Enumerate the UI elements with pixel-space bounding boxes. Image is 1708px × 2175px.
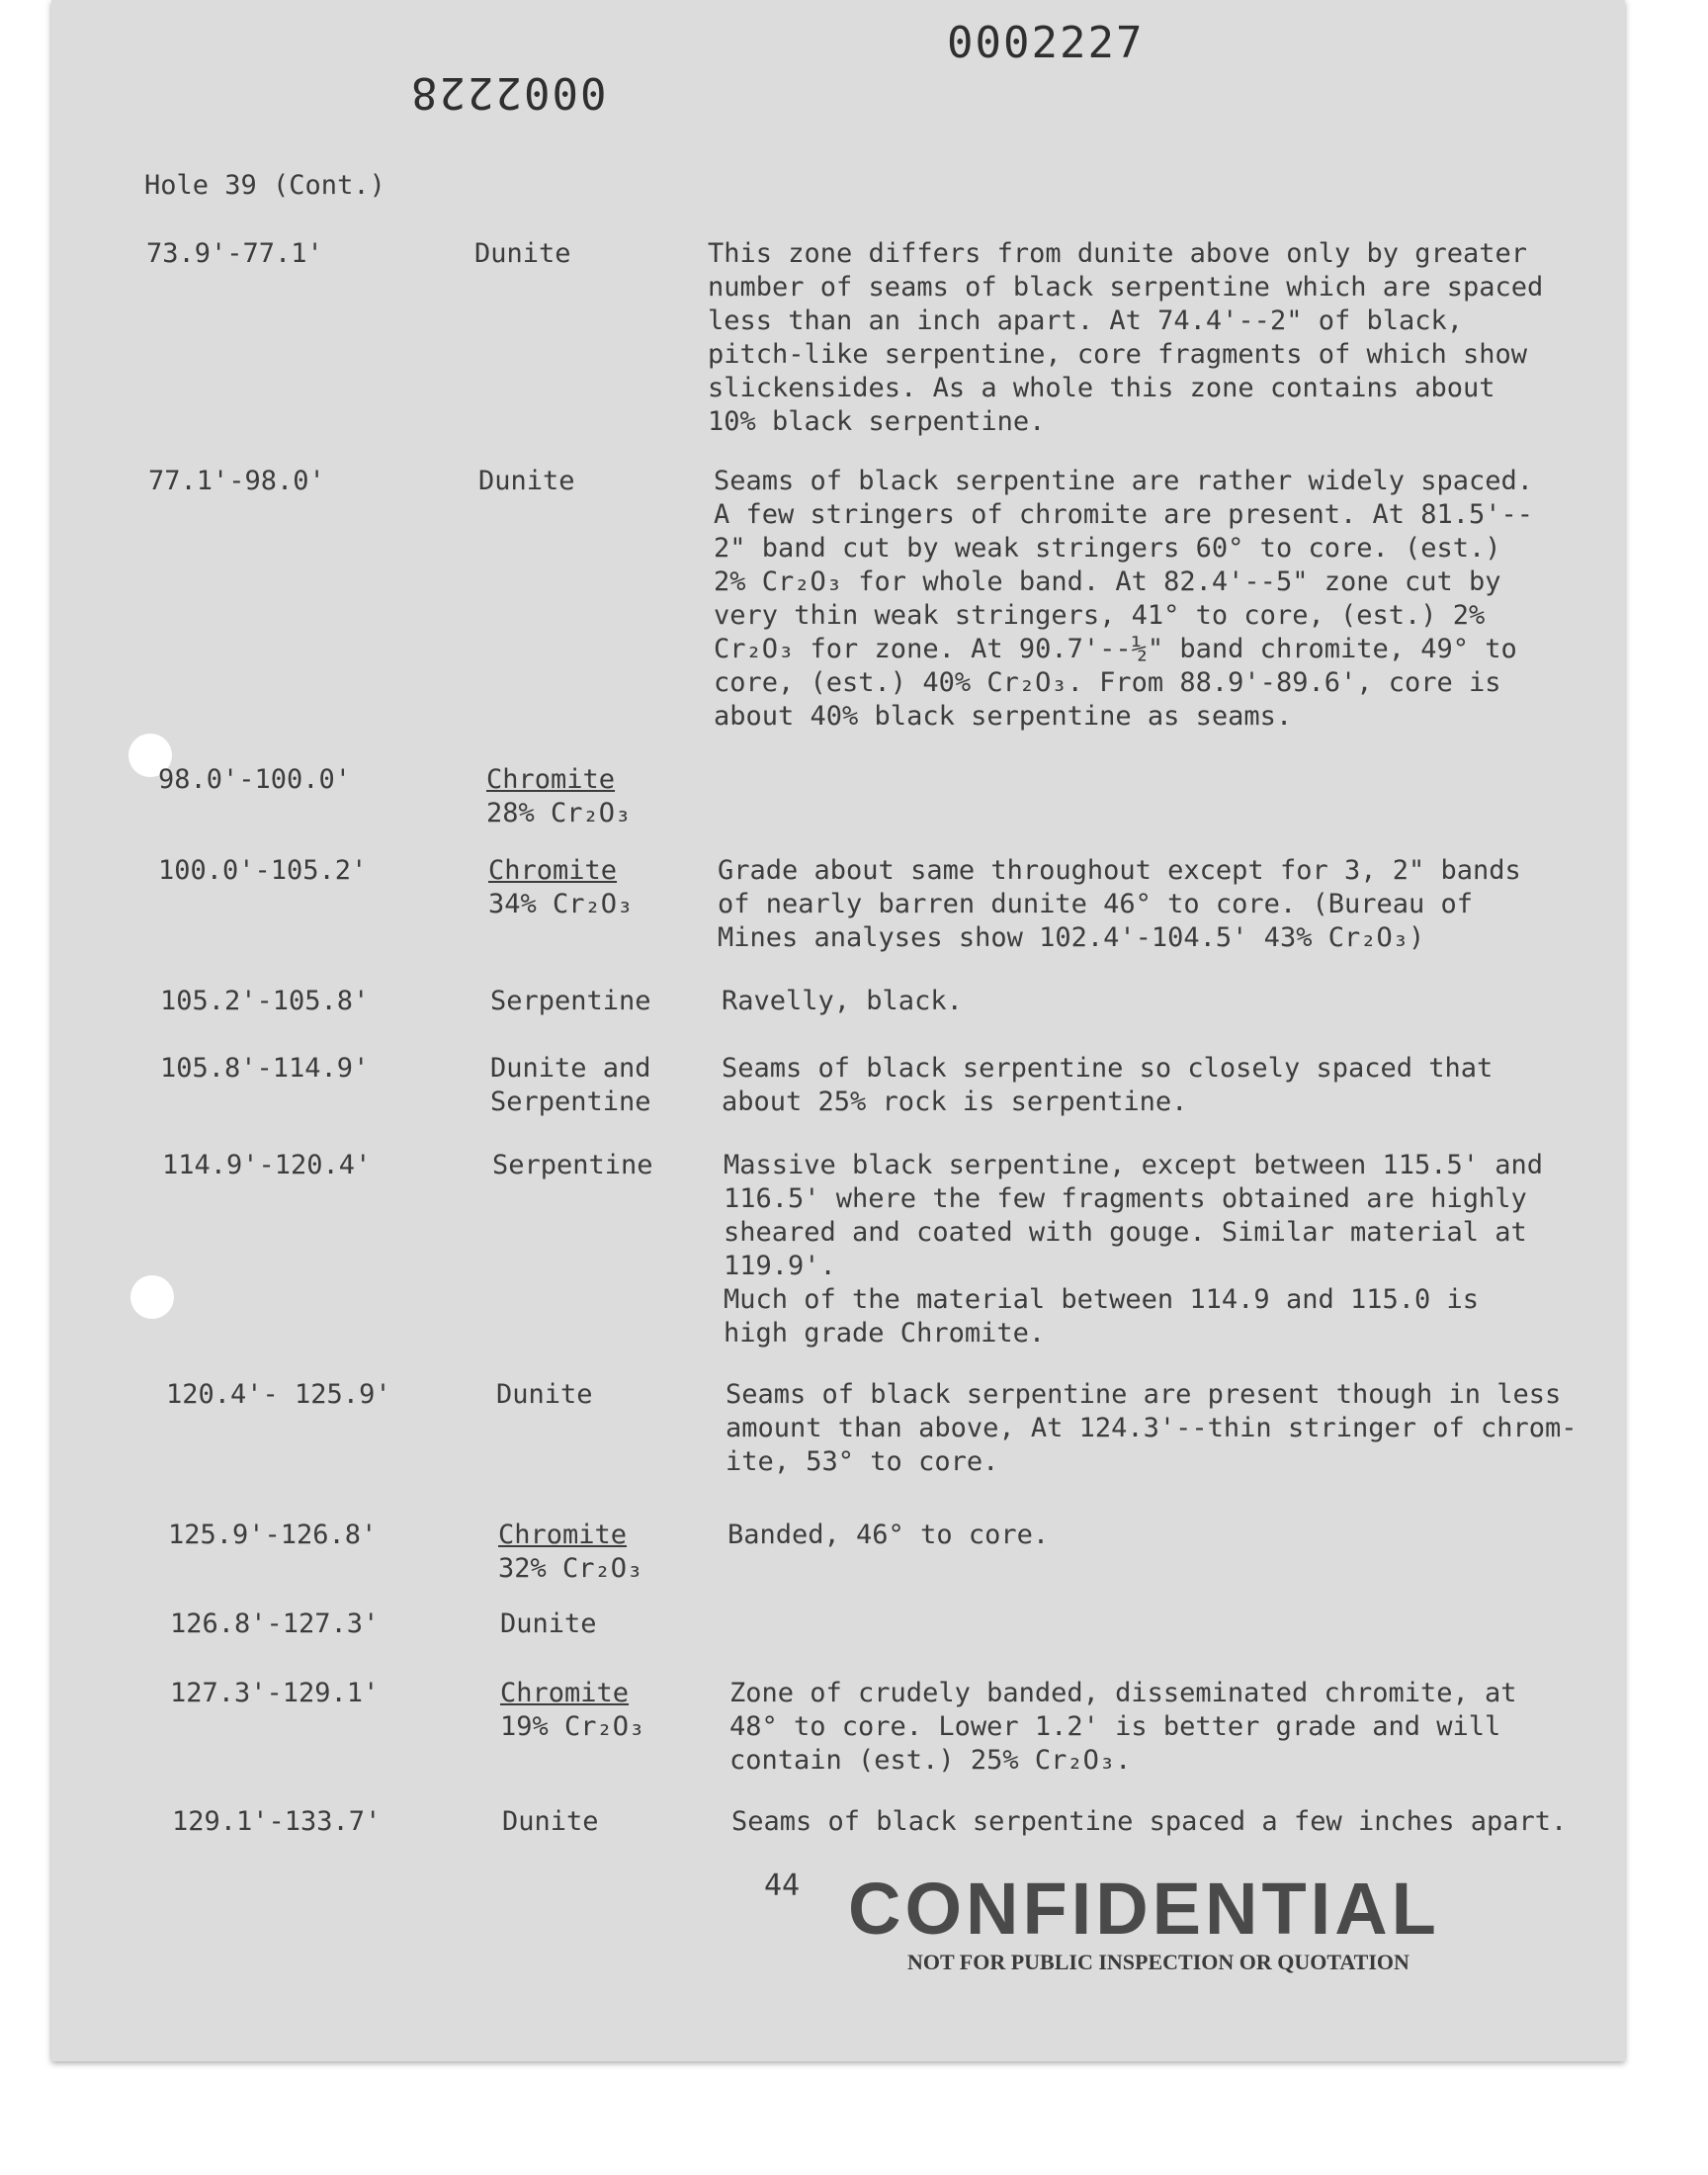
entry-notes: Seams of black serpentine spaced a few inches apart. — [731, 1806, 1568, 1837]
rock-name: Chromite — [488, 855, 618, 886]
rock-type — [490, 985, 688, 1018]
rock-grade: 34% Cr₂O₃ — [488, 889, 634, 919]
rock-type — [500, 1608, 698, 1641]
entry-notes: Ravelly, black. — [722, 986, 963, 1016]
depth-interval: 100.0'-105.2' — [158, 855, 368, 886]
rock-type — [502, 1805, 700, 1839]
punch-hole — [130, 1275, 174, 1319]
rock-type — [488, 854, 686, 921]
entry-notes: Seams of black serpentine are rather widely spaced. A few stringers of chromite are present. At 81.5'-- 2" band cut by weak stringers 60° to core. (est.) 2% Cr₂O₃ for whole band. At 82.4'--5" zone cut by very thin weak stringers, 41° to core, (est.) 2% Cr₂O₃ for zone. At 90.7'--½" band chromite, 49° to core, (est.) 40% Cr₂O₃. From 88.9'-89.6', core is about 40% black serpentine as seams. — [714, 466, 1534, 732]
rock-type — [486, 763, 684, 830]
rock-grade: 32% Cr₂O₃ — [498, 1553, 643, 1584]
page-number: 44 — [764, 1869, 801, 1903]
depth-interval: 98.0'-100.0' — [158, 764, 352, 795]
rock-name: Chromite — [500, 1678, 630, 1708]
rock-type — [498, 1519, 696, 1586]
inverted-document-number-stamp: 0002228 — [409, 67, 607, 118]
rock-name-continued: Serpentine — [490, 1087, 651, 1117]
depth-interval: 114.9'-120.4' — [162, 1150, 372, 1180]
entry-notes: Seams of black serpentine so closely spaced that about 25% rock is serpentine. — [722, 1053, 1494, 1117]
rock-grade: 28% Cr₂O₃ — [486, 798, 632, 828]
entry-notes: Grade about same throughout except for 3, 2" bands of nearly barren dunite 46° to core. (Bureau of Mines analyses show 102.4'-104.5' 43% Cr₂O₃) — [718, 855, 1521, 953]
entry-notes: Zone of crudely banded, disseminated chromite, at 48° to core. Lower 1.2' is better grade and will contain (est.) 25% Cr₂O₃. — [729, 1678, 1517, 1776]
rock-name: Dunite — [500, 1609, 597, 1639]
depth-interval: 120.4'- 125.9' — [166, 1379, 391, 1410]
confidential-stamp: CONFIDENTIAL — [848, 1868, 1440, 1950]
rock-type — [500, 1677, 698, 1744]
rock-type — [474, 237, 672, 271]
rock-name: Serpentine — [492, 1150, 653, 1180]
depth-interval: 73.9'-77.1' — [146, 238, 323, 269]
depth-interval: 126.8'-127.3' — [170, 1609, 380, 1639]
entry-notes: Massive black serpentine, except between 115.5' and 116.5' where the few fragments obtained are highly sheared and coated with gouge. Similar material at 119.9'. Much of the material between 114.9 and 115.0 is high grade Chromite. — [724, 1150, 1544, 1348]
rock-type — [478, 465, 676, 498]
rock-name: Dunite — [496, 1379, 593, 1410]
rock-name: Dunite — [474, 238, 571, 269]
rock-name: Dunite — [478, 466, 575, 496]
rock-type — [496, 1378, 694, 1412]
rock-name: Dunite — [502, 1806, 599, 1837]
hole-title: Hole 39 (Cont.) — [144, 170, 385, 201]
rock-name: Chromite — [498, 1520, 628, 1550]
entry-notes: This zone differs from dunite above only by greater number of seams of black serpentine which are spaced less than an inch apart. At 74.4'--2" of black, pitch-like serpentine, core fragments of which show slickensides. As a whole this zone contains about 10% black serpentine. — [708, 238, 1544, 437]
depth-interval: 105.8'-114.9' — [160, 1053, 370, 1084]
document-number-stamp: 0002227 — [947, 18, 1145, 68]
rock-name: Serpentine — [490, 986, 651, 1016]
confidential-notice: NOT FOR PUBLIC INSPECTION OR QUOTATION — [907, 1950, 1409, 1974]
rock-type — [492, 1149, 690, 1182]
depth-interval: 129.1'-133.7' — [172, 1806, 382, 1837]
rock-type — [490, 1052, 688, 1119]
rock-name: Dunite and — [490, 1053, 651, 1084]
entry-notes: Banded, 46° to core. — [727, 1520, 1050, 1550]
rock-name: Chromite — [486, 764, 616, 795]
depth-interval: 105.2'-105.8' — [160, 986, 370, 1016]
depth-interval: 127.3'-129.1' — [170, 1678, 380, 1708]
rock-grade: 19% Cr₂O₃ — [500, 1711, 645, 1742]
depth-interval: 125.9'-126.8' — [168, 1520, 378, 1550]
entry-notes: Seams of black serpentine are present though in less amount than above, At 124.3'--thin stringer of chrom- ite, 53° to core. — [726, 1379, 1578, 1477]
depth-interval: 77.1'-98.0' — [148, 466, 325, 496]
